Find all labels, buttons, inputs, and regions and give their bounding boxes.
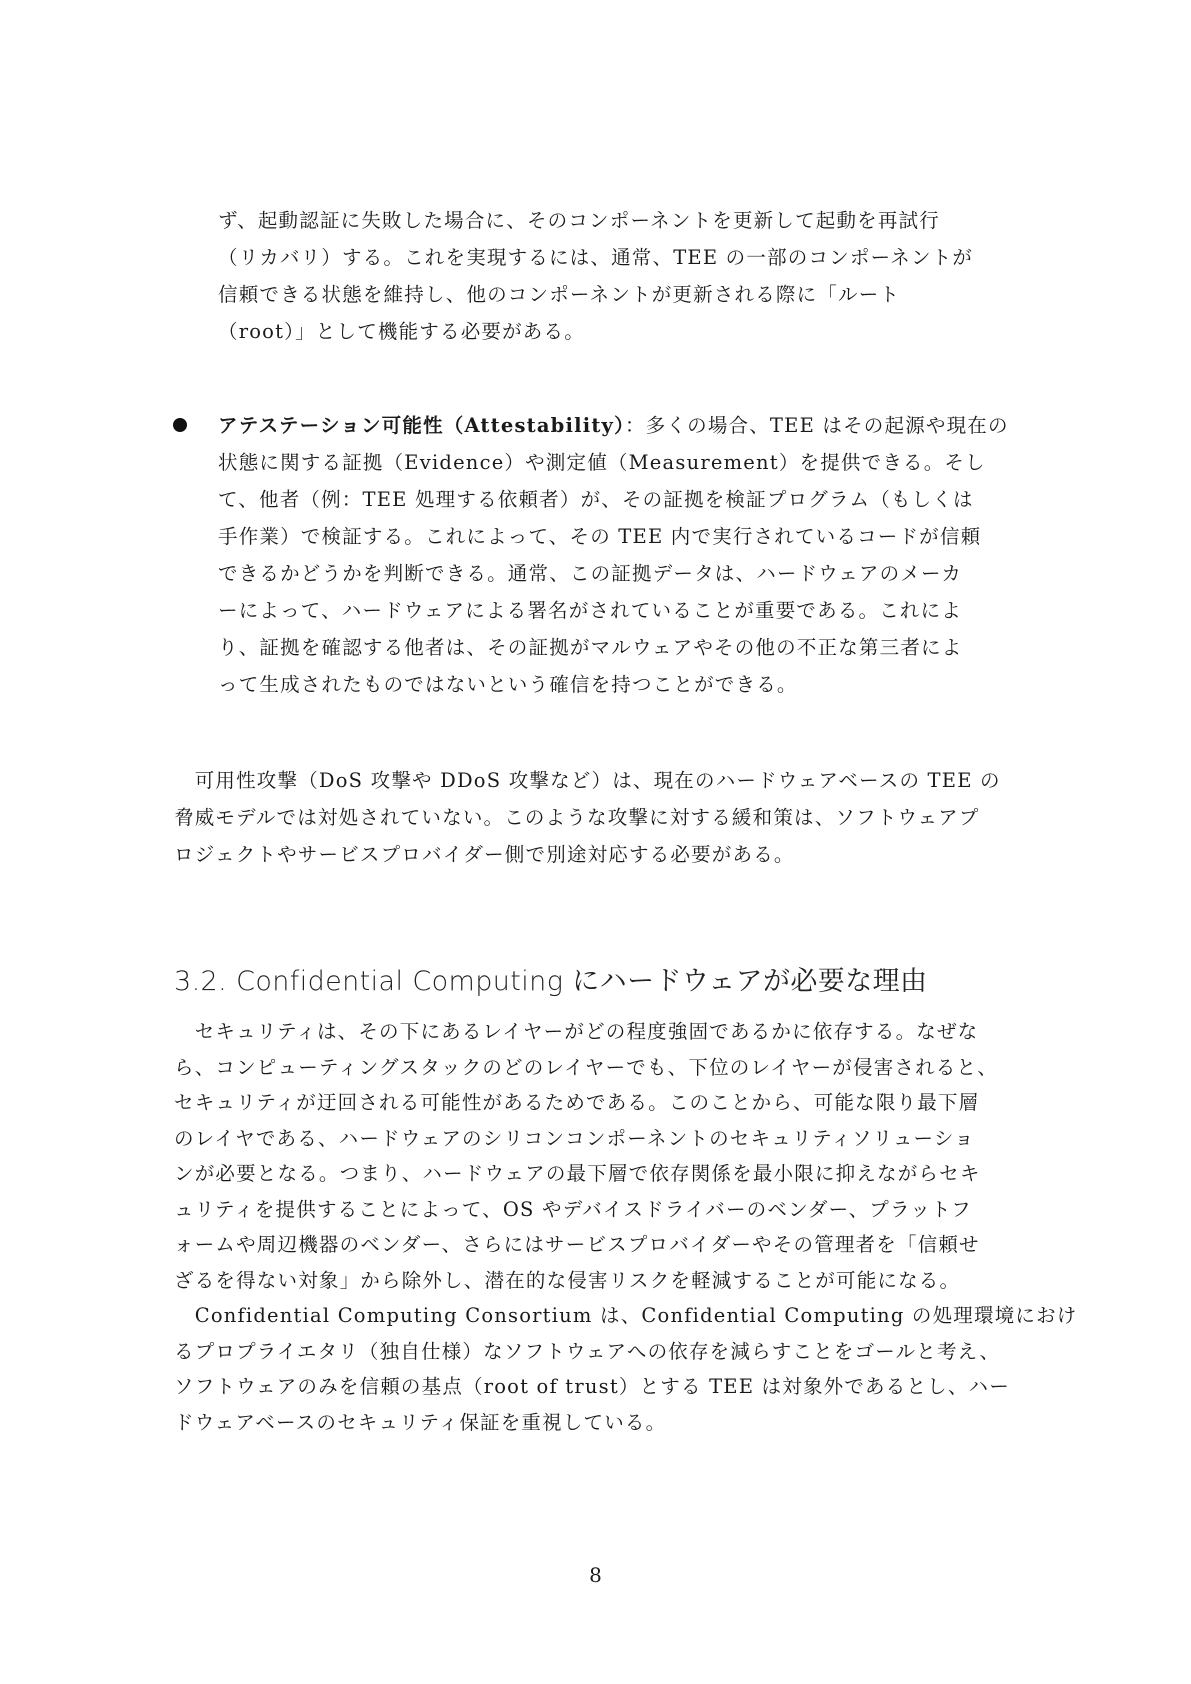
continuation-text bbox=[218, 202, 973, 350]
text-line: ォームや周辺機器のベンダー、さらにはサービスプロバイダーやその管理者を「信頼せ bbox=[174, 1233, 980, 1256]
text-line: ーによって、ハードウェアによる署名がされていることが重要である。これによ bbox=[218, 599, 963, 622]
text-line: ず、起動認証に失敗した場合に、そのコンポーネントを更新して起動を再試行 bbox=[218, 209, 940, 232]
text-line: ら、コンピューティングスタックのどのレイヤーでも、下位のレイヤーが侵害されると、 bbox=[174, 1055, 998, 1079]
text-line: （リカバリ）する。これを実現するには、通常、TEE の一部のコンポーネントが bbox=[218, 246, 974, 269]
text-line: ロジェクトやサービスプロバイダー側で別途対応する必要がある。 bbox=[174, 843, 795, 866]
security-layers-paragraph bbox=[174, 1014, 998, 1298]
text-line: って生成されたものではないという確信を持つことができる。 bbox=[218, 673, 798, 696]
text-line: （root）」として機能する必要がある。 bbox=[218, 320, 585, 343]
text-line: 状態に関する証拠（Evidence）や測定値（Measurement）を提供できる。そし bbox=[218, 451, 986, 474]
text-line: できるかどうかを判断できる。通常、この証拠データは、ハードウェアのメーカ bbox=[218, 562, 963, 585]
section-heading: 3.2. Confidential Computing にハードウェアが必要な理由 bbox=[174, 966, 928, 998]
text-line: り、証拠を確認する他者は、その証拠がマルウェアやその他の不正な第三者によ bbox=[218, 636, 963, 659]
consortium-paragraph bbox=[174, 1298, 1078, 1440]
text-line: ドウェアベースのセキュリティ保証を重視している。 bbox=[174, 1410, 667, 1434]
text-line: 信頼できる状態を維持し、他のコンポーネントが更新される際に「ルート bbox=[218, 283, 901, 306]
text-line: セキュリティが迂回される可能性があるためである。このことから、可能な限り最下層 bbox=[174, 1091, 980, 1114]
text-line: ンが必要となる。つまり、ハードウェアの最下層で依存関係を最小限に抑えながらセキ bbox=[174, 1162, 981, 1185]
text-line: て、他者（例：TEE 処理する依頼者）が、その証拠を検証プログラム（もしくは bbox=[218, 488, 974, 511]
availability-paragraph bbox=[174, 762, 1001, 873]
bullet-first-line-rest: ：多くの場合、TEE はその起源や現在の bbox=[625, 414, 1009, 437]
bullet-term: アテステーション可能性（Attestability） bbox=[218, 414, 626, 437]
text-line: ソフトウェアのみを信頼の基点（root of trust）とする TEE は対象外であるとし、ハー bbox=[174, 1375, 1010, 1398]
text-line: のレイヤである、ハードウェアのシリコンコンポーネントのセキュリティソリューショ bbox=[174, 1126, 975, 1150]
text-line: 可用性攻撃（DoS 攻撃や DDoS 攻撃など）は、現在のハードウェアベースの TEE の bbox=[174, 769, 1001, 792]
text-line: Confidential Computing Consortium は、Confidential Computing の処理環境におけ bbox=[174, 1304, 1078, 1327]
bullet-first-line bbox=[218, 407, 1009, 444]
attestability-bullet bbox=[218, 407, 1009, 703]
text-line: 脅威モデルでは対処されていない。このような攻撃に対する緩和策は、ソフトウェアプ bbox=[174, 806, 980, 829]
text-line: セキュリティは、その下にあるレイヤーがどの程度強固であるかに依存する。なぜな bbox=[174, 1020, 979, 1043]
text-line: るプロプライエタリ（独自仕様）なソフトウェアへの依存を減らすことをゴールと考え、 bbox=[174, 1339, 1001, 1363]
text-line: ュリティを提供することによって、OS やデバイスドライバーのベンダー、プラットフ bbox=[174, 1197, 972, 1221]
text-line: ざるを得ない対象」から除外し、潜在的な侵害リスクを軽減することが可能になる。 bbox=[174, 1268, 961, 1292]
bullet-dot-icon bbox=[173, 418, 187, 432]
text-line: 手作業）で検証する。これによって、その TEE 内で実行されているコードが信頼 bbox=[218, 525, 982, 548]
page-number: 8 bbox=[589, 1563, 602, 1587]
